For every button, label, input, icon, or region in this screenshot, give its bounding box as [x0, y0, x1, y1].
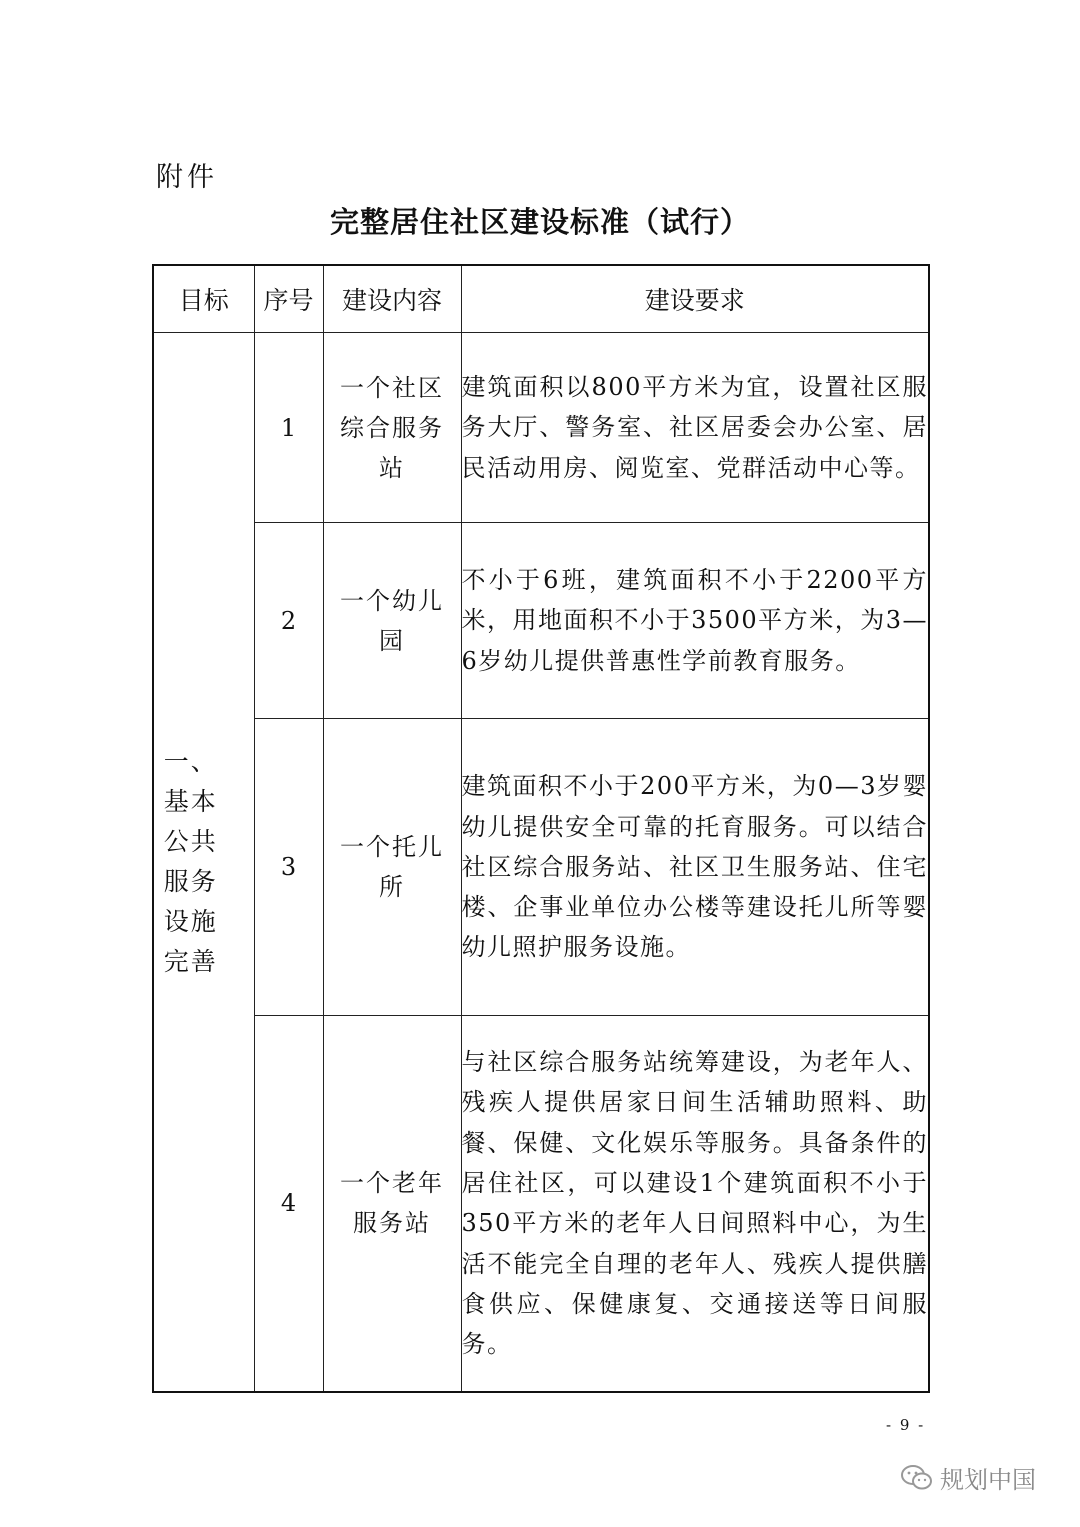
row-number: 2 — [254, 523, 323, 719]
row-requirement: 建筑面积以800平方米为宜，设置社区服务大厅、警务室、社区居委会办公室、居民活动用房、阅览室、党群活动中心等。 — [461, 333, 929, 523]
row-content-cell — [323, 523, 461, 719]
row-requirement: 不小于6班，建筑面积不小于2200平方米，用地面积不小于3500平方米，为3—6岁幼儿提供普惠性学前教育服务。 — [461, 523, 929, 719]
row-number: 4 — [254, 1016, 323, 1392]
table-row — [153, 333, 929, 523]
table-row — [153, 523, 929, 719]
row-requirement: 建筑面积不小于200平方米，为0—3岁婴幼儿提供安全可靠的托育服务。可以结合社区综合服务站、社区卫生服务站、住宅楼、企事业单位办公楼等建设托儿所等婴幼儿照护服务设施。 — [461, 719, 929, 1016]
goal-cell — [153, 333, 254, 1392]
row-content: 一个社区综合服务站 — [340, 373, 444, 482]
document-title: 完整居住社区建设标准（试行） — [329, 205, 750, 239]
wechat-logo-icon — [900, 1464, 934, 1492]
header-content: 建设内容 — [323, 265, 461, 333]
header-requirement: 建设要求 — [461, 265, 929, 333]
watermark — [900, 1460, 1036, 1495]
row-content: 一个老年服务站 — [340, 1169, 444, 1238]
row-content-cell — [323, 1016, 461, 1392]
header-goal: 目标 — [153, 265, 254, 333]
row-requirement: 与社区综合服务站统筹建设，为老年人、残疾人提供居家日间生活辅助照料、助餐、保健、文化娱乐等服务。具备条件的居住社区，可以建设1个建筑面积不小于350平方米的老年人日间照料中心，为生活不能完全自理的老年人、残疾人提供膳食供应、保健康复、交通接送等日间服务。 — [461, 1016, 929, 1392]
row-content-cell — [323, 719, 461, 1016]
annex-label: 附件 — [156, 162, 218, 193]
table-header-row — [153, 265, 929, 333]
watermark-text: 规划中国 — [940, 1466, 1036, 1494]
row-content: 一个幼儿园 — [340, 586, 444, 655]
goal-text: 一、基本公共服务设施完善 — [163, 746, 218, 976]
row-content-cell — [323, 333, 461, 523]
row-content: 一个托儿所 — [340, 833, 444, 901]
page-number: - 9 - — [886, 1416, 926, 1434]
standards-table — [152, 264, 930, 1393]
row-number: 3 — [254, 719, 323, 1016]
table-row — [153, 719, 929, 1016]
header-number: 序号 — [254, 265, 323, 333]
table-row — [153, 1016, 929, 1392]
row-number: 1 — [254, 333, 323, 523]
